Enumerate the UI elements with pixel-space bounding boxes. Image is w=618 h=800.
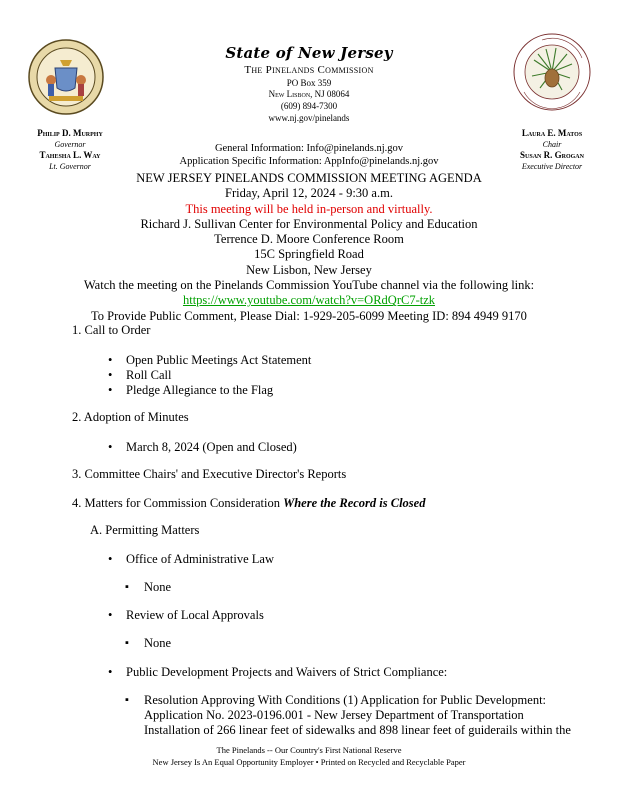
executive-director-name: Susan R. Grogan xyxy=(520,150,584,160)
list-item: • Pledge Allegiance to the Flag xyxy=(126,383,273,398)
sub-item-a: A. Permitting Matters xyxy=(90,523,200,537)
footer-tagline: The Pinelands -- Our Country's First National Reserve xyxy=(216,745,402,755)
venue: Richard J. Sullivan Center for Environmental Policy and Education xyxy=(140,216,478,231)
agenda-item-4-emphasis: Where the Record is Closed xyxy=(283,496,426,510)
resolution-line-2: Application No. 2023-0196.001 - New Jersey Department of Transportation xyxy=(144,708,524,722)
list-item-oal-none: ▪ None xyxy=(144,580,171,595)
public-comment: To Provide Public Comment, Please Dial: 1-929-205-6099 Meeting ID: 894 4949 9170 xyxy=(91,308,527,323)
governor-role: Governor xyxy=(54,140,86,149)
resolution-line-1: ▪ Resolution Approving With Conditions (1) Application for Public Development: xyxy=(144,693,546,708)
meeting-notice: This meeting will be held in-person and virtually. xyxy=(185,201,433,216)
list-item-oal: • Office of Administrative Law xyxy=(126,552,274,567)
city-line: New Lisbon, NJ 08064 xyxy=(268,89,350,99)
po-box: PO Box 359 xyxy=(286,78,332,88)
list-item: • Open Public Meetings Act Statement xyxy=(126,353,311,368)
list-item-rla-none: ▪ None xyxy=(144,636,171,651)
agenda-item-1: 1. Call to Order xyxy=(72,323,151,337)
agenda-item-4 xyxy=(72,496,425,511)
resolution-line-3: Installation of 266 linear feet of sidewalks and 898 linear feet of guiderails within the xyxy=(144,723,571,737)
street: 15C Springfield Road xyxy=(254,247,364,262)
website[interactable]: www.nj.gov/pinelands xyxy=(268,113,350,123)
youtube-link[interactable]: https://www.youtube.com/watch?v=ORdQrC7-tzk xyxy=(182,293,436,308)
town: New Lisbon, New Jersey xyxy=(246,262,372,277)
lt-governor-name: Tahesha L. Way xyxy=(39,150,101,160)
list-item: • March 8, 2024 (Open and Closed) xyxy=(126,440,297,455)
application-info: Application Specific Information: AppInfo@pinelands.nj.gov xyxy=(179,156,439,167)
general-info: General Information: Info@pinelands.nj.gov xyxy=(214,143,404,154)
agenda-title: NEW JERSEY PINELANDS COMMISSION MEETING AGENDA xyxy=(136,171,482,185)
commission-name: The Pinelands Commission xyxy=(244,64,374,76)
footer xyxy=(0,744,618,768)
list-item-rla: • Review of Local Approvals xyxy=(126,608,264,623)
list-item: • Roll Call xyxy=(126,368,172,383)
chair-name: Laura E. Matos xyxy=(521,128,583,138)
agenda-header xyxy=(0,171,618,324)
executive-director-role: Executive Director xyxy=(521,162,583,171)
chair-role: Chair xyxy=(542,140,562,149)
footer-eoe: New Jersey Is An Equal Opportunity Employer • Printed on Recycled and Recyclable Paper xyxy=(152,757,466,767)
list-item-pdp: • Public Development Projects and Waivers of Strict Compliance: xyxy=(126,665,447,680)
meeting-date: Friday, April 12, 2024 - 9:30 a.m. xyxy=(225,186,393,201)
agenda-item-3: 3. Committee Chairs' and Executive Director's Reports xyxy=(72,467,347,481)
agenda-item-4-text: 4. Matters for Commission Consideration xyxy=(72,496,284,510)
contact-block xyxy=(0,142,618,168)
governor-name: Philip D. Murphy xyxy=(37,128,103,138)
agenda-item-2: 2. Adoption of Minutes xyxy=(72,410,189,424)
room: Terrence D. Moore Conference Room xyxy=(214,232,404,247)
lt-governor-role: Lt. Governor xyxy=(49,162,91,171)
youtube-text: Watch the meeting on the Pinelands Commission YouTube channel via the following link: xyxy=(83,278,535,293)
phone: (609) 894-7300 xyxy=(280,101,338,111)
state-title: State of New Jersey xyxy=(225,44,393,62)
